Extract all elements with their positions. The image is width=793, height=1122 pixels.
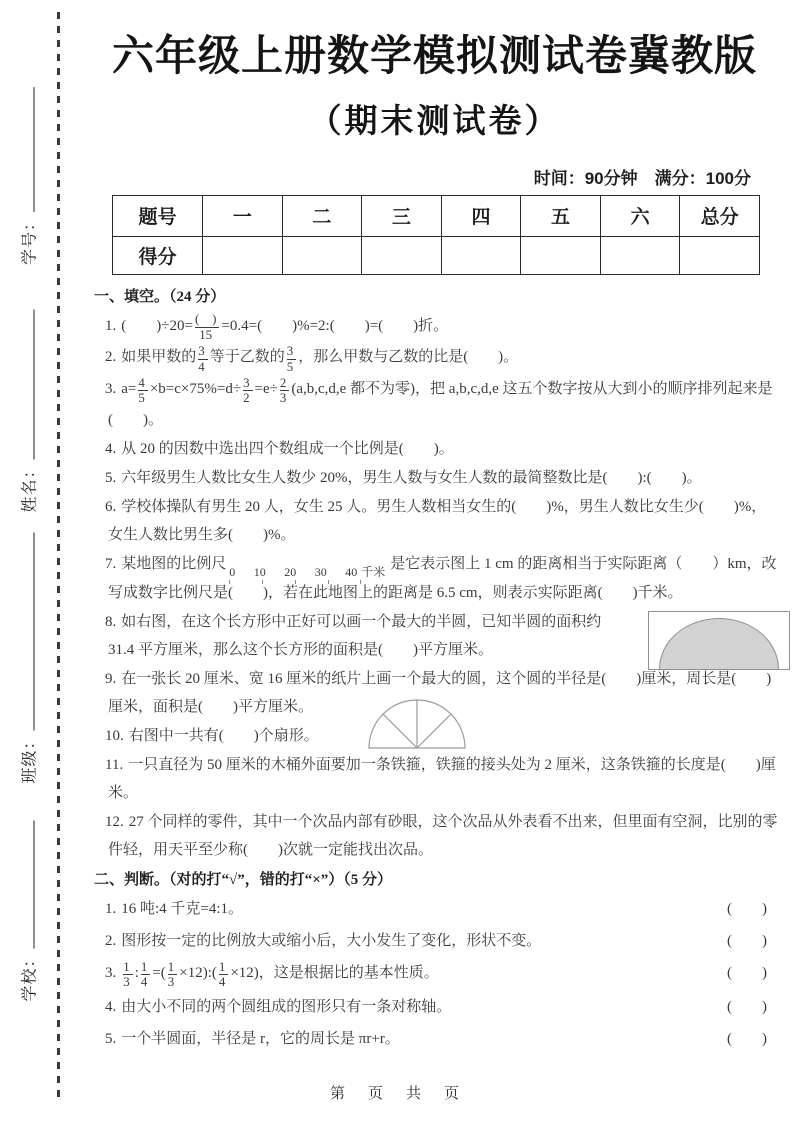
question-judge-2: 2. 图形按一定的比例放大或缩小后，大小发生了变化，形状不变。 ( ) — [90, 927, 779, 955]
question-number: 5. — [105, 469, 117, 486]
student-field-blank-line — [20, 532, 35, 730]
question-fill-10: 10. 右图中一共有( )个扇形。 — [105, 727, 319, 744]
student-field-学校 — [17, 820, 40, 1001]
question-fill-4: 4. 从 20 的因数中选出四个数组成一个比例是( )。 — [105, 440, 454, 457]
section-heading: 一、填空。（24 分） — [94, 288, 226, 305]
question-number: 1. — [105, 317, 117, 334]
score-table-score-row — [113, 236, 760, 274]
student-field-blank-line — [20, 820, 35, 948]
ruler-tick-label: 20 — [284, 564, 297, 579]
score-header-cell: 五 — [521, 195, 601, 236]
fraction: $\frac{1}{3}$ — [123, 960, 132, 990]
paper-main — [90, 0, 779, 1053]
sector-fan-figure — [366, 696, 468, 752]
question-number: 4. — [105, 440, 117, 457]
answer-blank: ( ) — [727, 999, 767, 1016]
question-number: 10. — [105, 727, 124, 744]
question-number: 11. — [105, 756, 124, 773]
fraction: $\frac{1}{3}$ — [168, 960, 177, 990]
fraction: $\frac{2}{3}$ — [280, 376, 289, 406]
ruler-tick-label: 30 — [314, 564, 327, 579]
question-fill-2: 2. 如果甲数的 $\frac{3}{4}$ 等于乙数的 $\frac{3}{5}$ ，那么甲数与乙数的比是( )。 — [105, 344, 519, 374]
fraction: $\frac{1}{4}$ — [141, 960, 150, 990]
page-number-footer: 第 页 共 页 — [329, 1085, 463, 1102]
student-field-blank-line — [20, 309, 35, 459]
question-fill-6: 6. 学校体操队有男生 20 人，女生 25 人。男生人数相当女生的( )%，男生人数比女生少( )%，女生人数比男生多( )%。 — [105, 498, 767, 543]
score-cell — [203, 236, 283, 274]
score-header-cell: 三 — [362, 195, 442, 236]
answer-blank: ( ) — [727, 900, 767, 917]
question-number: 2. — [105, 932, 117, 949]
score-row-label: 得分 — [113, 236, 203, 274]
student-field-label: 姓名： — [21, 461, 39, 513]
answer-blank: ( ) — [727, 1031, 767, 1048]
student-field-班级 — [17, 532, 40, 783]
paper-title: 六年级上册数学模拟测试卷冀教版 — [111, 32, 757, 79]
answer-blank: ( ) — [727, 932, 767, 949]
fraction: $\frac{3}{5}$ — [287, 344, 296, 374]
question-number: 2. — [105, 349, 117, 366]
score-cell — [362, 236, 442, 274]
paper-subtitle: （期末测试卷） — [308, 101, 561, 139]
binding-dashed-line — [57, 12, 60, 1100]
section-judge — [90, 866, 779, 1054]
score-header-cell: 一 — [203, 195, 283, 236]
question-number: 3. — [105, 380, 117, 397]
question-number: 9. — [105, 670, 117, 687]
fraction: $\frac{3}{2}$ — [243, 376, 252, 406]
map-scale-ruler — [229, 566, 387, 579]
score-cell — [680, 236, 760, 274]
ruler-tick-label: 10 — [253, 564, 266, 579]
question-fill-1: 1. ( )÷20= $\frac{( )}{15}$ =0.4=( )%=2:( )=( )折。 — [105, 312, 449, 342]
student-field-label: 学号： — [21, 213, 39, 266]
question-number: 6. — [105, 498, 117, 515]
question-fill-9: 9. 在一张长 20 厘米、宽 16 厘米的纸片上画一个最大的圆，这个圆的半径是( )厘米，周长是( )厘米，面积是( )平方厘米。 — [105, 670, 772, 715]
score-table — [112, 195, 760, 275]
question-number: 3. — [105, 964, 117, 981]
answer-blank: ( ) — [727, 964, 767, 981]
student-field-学号 — [17, 87, 40, 265]
fraction: $\frac{3}{4}$ — [198, 344, 207, 374]
score-cell — [521, 236, 601, 274]
question-number: 5. — [105, 1031, 117, 1048]
question-judge-3: 3. $\frac{1}{3}$ : $\frac{1}{4}$ =( $\frac{1}{3}$ ×12):( $\frac{1}{4}$ ×12)，这是根据比的基本性质。 ( ) — [105, 959, 767, 989]
question-number: 8. — [105, 613, 117, 630]
ruler-tick-label: 0 — [229, 564, 236, 579]
fraction: $\frac{1}{4}$ — [219, 960, 228, 990]
semicircle-shape — [659, 618, 779, 669]
student-field-label: 学校： — [21, 950, 39, 1002]
question-fill-5: 5. 六年级男生人数比女生人数少 20%，男生人数与女生人数的最简整数比是( ):( )。 — [105, 469, 702, 486]
ruler-unit-label: 千米 — [361, 564, 386, 579]
fraction: $\frac{4}{5}$ — [138, 376, 147, 406]
score-table-header-row — [113, 195, 760, 236]
section-heading: 二、判断。（对的打“√”，错的打“×”）（5 分） — [94, 871, 393, 888]
score-header-cell: 题号 — [113, 195, 203, 236]
ruler-tick-label: 40 — [345, 564, 358, 579]
question-fill-3: 3. a= $\frac{4}{5}$ ×b=c×75%=d÷ $\frac{3}{2}$ =e÷ $\frac{2}{3}$ (a,b,c,d,e 都不为零)，把 a,b,c,d,e 这五个数字按从大到小的顺序排列起来是( )。 — [105, 375, 773, 428]
question-judge-1: 1. 16 吨:4 千克=4:1。 ( ) — [90, 895, 779, 923]
score-header-cell: 四 — [441, 195, 521, 236]
rectangle-semicircle-figure — [648, 611, 790, 670]
question-judge-4: 4. 由大小不同的两个圆组成的图形只有一条对称轴。 ( ) — [90, 993, 779, 1021]
question-fill-12: 12. 27 个同样的零件，其中一个次品内部有砂眼，这个次品从外表看不出来，但里面有空洞，比别的零件轻，用天平至少称( )次就一定能找出次品。 — [105, 813, 778, 858]
question-number: 7. — [105, 555, 117, 572]
score-header-cell: 总分 — [680, 195, 760, 236]
time-score-info: 时间：90分钟 满分：100分 — [533, 168, 751, 188]
question-number: 1. — [105, 900, 117, 917]
question-fill-8: 8. 如右图，在这个长方形中正好可以画一个最大的半圆，已知半圆的面积约 31.4 平方厘米，那么这个长方形的面积是( )平方厘米。 — [105, 613, 602, 658]
score-header-cell: 二 — [282, 195, 362, 236]
score-cell — [600, 236, 680, 274]
question-fill-7: 7. 某地图的比例尺 0 10 20 30 40 千米 是它表示图上 1 cm 的距离相当于实际距离（ ）km，改写成数字比例尺是( )，若在此地图上的距离是 6.5 cm，则表示实际距离( )千米。 — [105, 555, 777, 601]
question-judge-5: 5. 一个半圆面，半径是 r，它的周长是 πr+r。 ( ) — [90, 1025, 779, 1053]
score-header-cell: 六 — [600, 195, 680, 236]
question-number: 12. — [105, 813, 124, 830]
student-field-blank-line — [20, 87, 35, 212]
score-cell — [282, 236, 362, 274]
student-field-label: 班级： — [21, 732, 39, 784]
question-number: 4. — [105, 999, 117, 1016]
score-cell — [441, 236, 521, 274]
question-fill-11: 11. 一只直径为 50 厘米的木桶外面要加一条铁箍，铁箍的接头处为 2 厘米，这条铁箍的长度是( )厘米。 — [105, 756, 776, 801]
fraction: $\frac{( )}{15}$ — [195, 312, 219, 342]
section-fill — [90, 283, 779, 864]
student-field-姓名 — [17, 309, 40, 512]
